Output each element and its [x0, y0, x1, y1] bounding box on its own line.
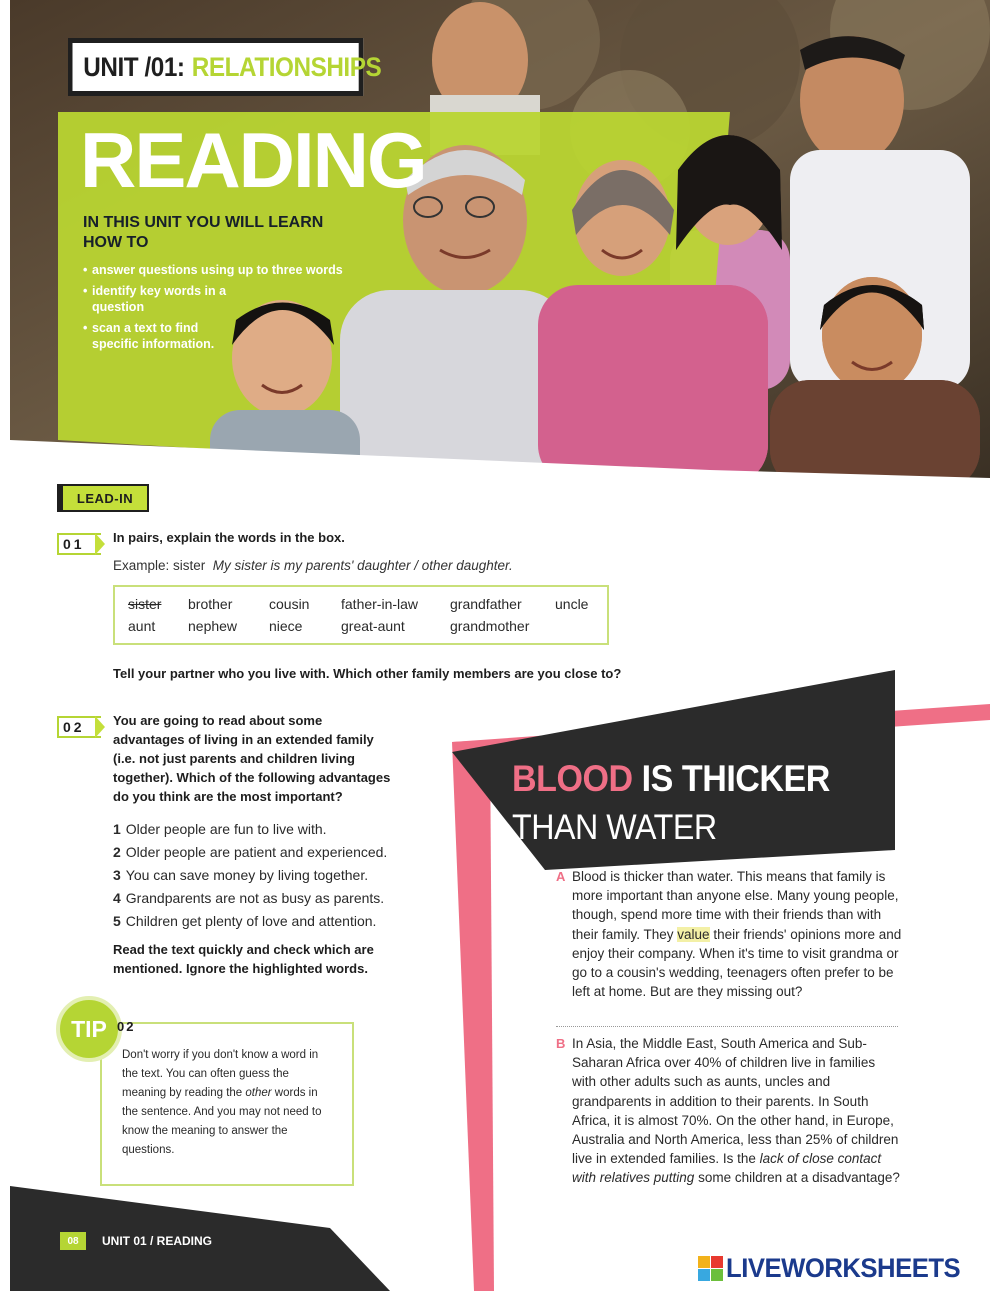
list-item	[113, 887, 443, 910]
item-text: Grandparents are not as busy as parents.	[125, 890, 385, 906]
word-item: great-aunt	[341, 618, 405, 634]
footer-label: UNIT 01 / READING	[102, 1234, 213, 1248]
word-item: grandmother	[450, 618, 530, 634]
instruction-line: do you think are the most important?	[113, 789, 343, 804]
highlighted-word[interactable]: value	[677, 926, 710, 942]
liveworksheets-logo	[698, 1253, 973, 1284]
word-item: aunt	[128, 618, 156, 634]
word-item: father-in-law	[341, 596, 419, 612]
instruction-line: advantages of living in an extended family	[113, 732, 374, 747]
article-title-line-1	[512, 758, 830, 800]
paragraph-divider	[556, 1026, 898, 1027]
word-item: brother	[188, 596, 233, 612]
item-number: 3	[113, 867, 121, 883]
item-number: 5	[113, 913, 121, 929]
instruction-line: (i.e. not just parents and children living	[113, 751, 355, 766]
item-number: 2	[113, 844, 121, 860]
instruction-line: together). Which of the following advantages	[113, 770, 391, 785]
learn-item: • identify key words in a question	[83, 283, 243, 315]
paragraph-a	[572, 867, 902, 1001]
para-text: Blood is thicker than water. This means that family is more important than anyone else. Many young people, though, spend more time with their friends than with their family. They	[572, 869, 899, 942]
example-line	[113, 558, 513, 573]
page-number: 08	[60, 1232, 86, 1250]
paragraph-letter-a: A	[556, 869, 566, 884]
word-item: nephew	[188, 618, 238, 634]
para-italic: lack of close contact with relatives putting	[572, 1151, 882, 1186]
item-text: Older people are patient and experienced.	[125, 844, 388, 860]
advantages-list	[113, 818, 443, 933]
word-item: niece	[269, 618, 303, 634]
tip-text-part: words in the sentence. And you may not need to know the meaning to answer the questions.	[122, 1087, 322, 1156]
question-number-1: 01	[57, 533, 101, 555]
paragraph-letter-b: B	[556, 1036, 566, 1051]
liveworksheets-icon	[698, 1256, 723, 1281]
word-item: uncle	[555, 596, 589, 612]
tip-text-italic: other	[245, 1087, 272, 1099]
title-rest: IS THICKER	[632, 758, 830, 799]
read-instruction	[113, 940, 433, 978]
example-label: Example: sister	[113, 558, 206, 573]
list-item	[113, 910, 443, 933]
learn-heading: IN THIS UNIT YOU WILL LEARN HOW TO	[83, 214, 324, 251]
item-number: 1	[113, 821, 121, 837]
item-text: You can save money by living together.	[125, 867, 369, 883]
section-title: READING	[80, 116, 426, 204]
para-text: In Asia, the Middle East, South America and Sub-Saharan Africa over 40% of children live in families with other adults such as aunts, uncles and grandparents in addition to their parents. In South Africa, it is almost 70%. On the other hand, in Europe, Australia and North America, less than 25% of children live in extended families. Is the	[572, 1036, 899, 1167]
list-item	[113, 818, 443, 841]
para-text: their friends' opinions more and enjoy their company. When it's time to visit grandma or go to a cousin's wedding, teenagers often prefer to be left at home. But are they missing out?	[572, 926, 902, 1000]
question-1-instruction: In pairs, explain the words in the box.	[113, 530, 345, 545]
item-text: Older people are fun to live with.	[125, 821, 327, 837]
paragraph-b	[572, 1034, 902, 1188]
tip-text-part: Don't worry if you don't know a word in the text. You can often guess the meaning by reading the	[122, 1049, 319, 1099]
article-title-line-2: THAN WATER	[512, 808, 717, 847]
instruction-line: mentioned. Ignore the highlighted words.	[113, 961, 368, 976]
word-item: sister	[128, 596, 162, 612]
unit-topic: RELATIONSHIPS	[191, 51, 382, 82]
word-box	[113, 585, 609, 645]
question-1-followup: Tell your partner who you live with. Which other family members are you close to?	[113, 666, 622, 681]
tip-number: 02	[117, 1019, 136, 1034]
item-text: Children get plenty of love and attention.	[125, 913, 377, 929]
learn-item: • scan a text to find specific information.	[83, 320, 233, 352]
lead-in-label: LEAD-IN	[57, 484, 149, 512]
instruction-line: Read the text quickly and check which are	[113, 942, 374, 957]
question-2-instruction	[113, 711, 433, 806]
tip-badge: TIP	[56, 996, 122, 1062]
learn-item: • answer questions using up to three words	[83, 262, 373, 278]
word-item: cousin	[269, 596, 310, 612]
word-item: grandfather	[450, 596, 522, 612]
para-text: some children at a disadvantage?	[694, 1170, 900, 1186]
tip-text	[122, 1046, 332, 1160]
question-number-2: 02	[57, 716, 101, 738]
unit-number: UNIT /01:	[83, 51, 185, 82]
item-number: 4	[113, 890, 121, 906]
title-word-blood: BLOOD	[512, 758, 633, 799]
list-item	[113, 841, 443, 864]
instruction-line: You are going to read about some	[113, 713, 323, 728]
liveworksheets-text: LIVEWORKSHEETS	[726, 1253, 961, 1283]
list-item	[113, 864, 443, 887]
example-text: My sister is my parents' daughter / other daughter.	[212, 558, 513, 573]
